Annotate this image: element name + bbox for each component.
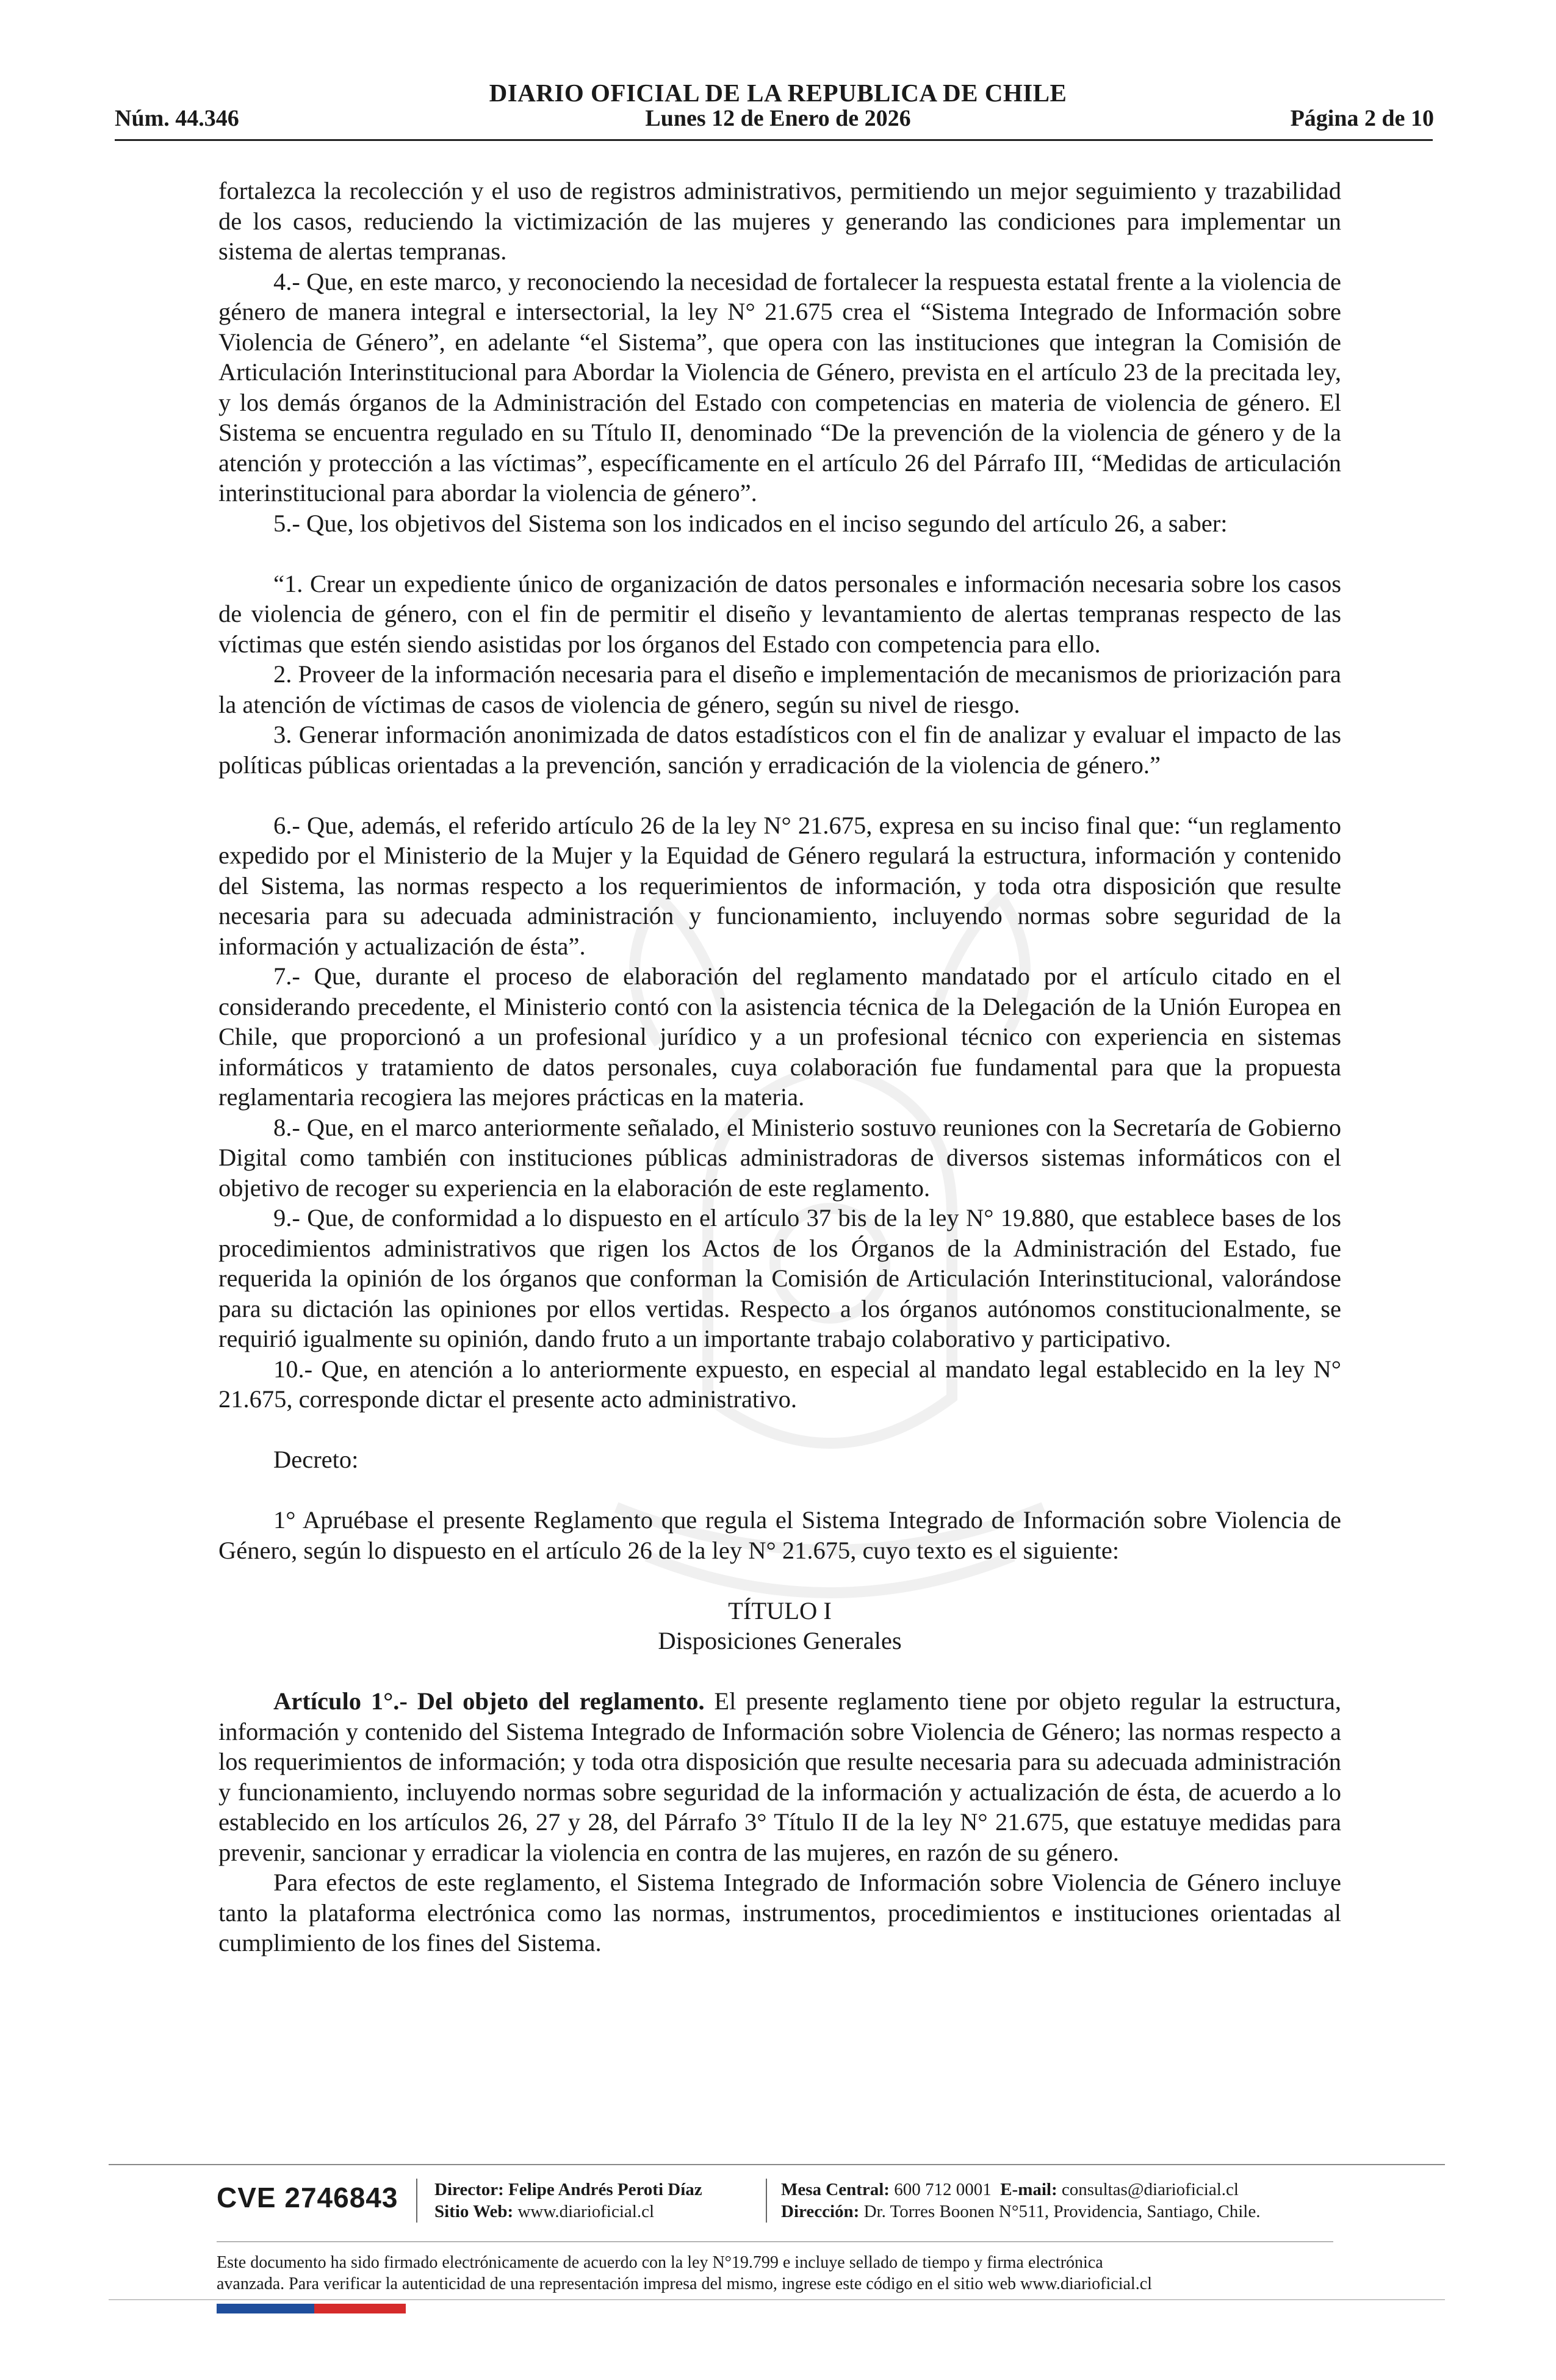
footer-director-block [434,2179,702,2223]
mesa-label: Mesa Central: [781,2180,890,2199]
cve-code: CVE 2746843 [217,2182,398,2213]
article-1 [218,1686,1341,1867]
page-indicator: Página 2 de 10 [1290,106,1434,131]
article-1-text: El presente reglamento tiene por objeto regular la estructura, información y contenido del Sistema Integrado de Información sobre Violencia de Género; las normas respecto a los requerimientos de información; y toda otra disposición que resulte necesaria para su adecuada administración y funcionamiento, incluyendo normas sobre seguridad de la información y actualización de ésta, de acuerdo a lo establecido en los artículos 26, 27 y 28, del Párrafo 3° Título II de la ley N° 21.675, que estatuye medidas para prevenir, sancionar y erradicar la violencia en contra de las mujeres, en razón de su género. [218,1687,1341,1866]
email-label: E-mail: [1000,2180,1057,2199]
mesa-phone: 600 712 0001 [894,2180,992,2199]
footer-separator [416,2179,417,2223]
header-divider [115,139,1433,141]
considerando-6: 6.- Que, además, el referido artículo 26 de la ley N° 21.675, expresa en su inciso final que: “un reglamento expedido por el Ministerio de la Mujer y la Equidad de Género regulará la estructura, información y contenido del Sistema, las normas respecto a los requerimientos de información, y toda otra disposición que resulte necesaria para su adecuada administración y funcionamiento, incluyendo normas sobre seguridad de la información y actualización de ésta”. [218,811,1341,960]
article-1-heading: Artículo 1°.- Del objeto del reglamento. [273,1687,705,1715]
article-1-paragraph-2: Para efectos de este reglamento, el Sistema Integrado de Información sobre Violencia de Género incluye tanto la plataforma electrónica como las normas, instrumentos, procedimientos e instituciones orientadas al cumplimiento de los fines del Sistema. [218,1869,1341,1956]
director-value: Felipe Andrés Peroti Díaz [508,2180,702,2199]
address-label: Dirección: [781,2202,860,2221]
footer-divider [217,2241,1333,2242]
legal-line-2: avanzada. Para verificar la autenticidad de una representación impresa del mismo, ingrese este código en el sitio web www.diarioficial.cl [217,2274,1152,2293]
email-link[interactable]: consultas@diarioficial.cl [1061,2180,1239,2199]
titulo-heading: TÍTULO I [728,1596,832,1625]
quote-item-2: 2. Proveer de la información necesaria para el diseño e implementación de mecanismos de priorización para la atención de víctimas de casos de violencia de género, según su nivel de riesgo. [218,660,1341,718]
footer-divider [109,2299,1445,2300]
document-body [218,176,1341,1958]
considerando-7: 7.- Que, durante el proceso de elaboración del reglamento mandatado por el artículo citado en el considerando precedente, el Ministerio contó con la asistencia técnica de la Delegación de la Unión Europea en Chile, que proporcionó a un profesional jurídico y a un profesional técnico con experiencia en sistemas informáticos y tratamiento de datos personales, cuya colaboración fue fundamental para que la propuesta reglamentaria recogiera las mejores prácticas en la materia. [218,962,1341,1111]
decreto-heading: Decreto: [273,1446,359,1473]
flag-stripe-red [314,2304,406,2313]
issue-number: Núm. 44.346 [115,106,239,131]
legal-notice [217,2252,1376,2295]
considerando-9: 9.- Que, de conformidad a lo dispuesto en el artículo 37 bis de la ley N° 19.880, que establece bases de los procedimientos administrativos que rigen los Actos de los Órganos de la Administración del Estado, fue requerida la opinión de los órganos que conforman la Comisión de Articulación Interinstitucional, valorándose para su dictación las opiniones por ellos vertidas. Respecto a los órganos autónomos constitucionalmente, se requirió igualmente su opinión, dando fruto a un importante trabajo colaborativo y participativo. [218,1204,1341,1352]
considerando-5: 5.- Que, los objetivos del Sistema son los indicados en el inciso segundo del artículo 26, a saber: [273,509,1228,537]
director-label: Director: [434,2180,504,2199]
paragraph-continuation: fortalezca la recolección y el uso de registros administrativos, permitiendo un mejor seguimiento y trazabilidad de los casos, reduciendo la victimización de las mujeres y generando las condiciones para implementar un sistema de alertas tempranas. [218,177,1341,265]
address-value: Dr. Torres Boonen N°511, Providencia, Santiago, Chile. [863,2202,1261,2221]
website-link[interactable]: www.diarioficial.cl [517,2202,655,2221]
titulo-subheading: Disposiciones Generales [658,1627,902,1654]
decreto-item-1: 1° Apruébase el presente Reglamento que regula el Sistema Integrado de Información sobre Violencia de Género, según lo dispuesto en el artículo 26 de la ley N° 21.675, cuyo texto es el siguiente: [218,1506,1341,1564]
quote-item-3: 3. Generar información anonimizada de datos estadísticos con el fin de analizar y evaluar el impacto de las políticas públicas orientadas a la prevención, sanción y erradicación de la violencia de género.” [218,721,1341,779]
publication-title: DIARIO OFICIAL DE LA REPUBLICA DE CHILE [489,79,1067,107]
considerando-8: 8.- Que, en el marco anteriormente señalado, el Ministerio sostuvo reuniones con la Secretaría de Gobierno Digital como también con instituciones públicas administradoras de diversos sistemas informáticos con el objetivo de recoger su experiencia en la elaboración de este reglamento. [218,1113,1341,1202]
flag-stripe-blue [217,2304,314,2313]
issue-date: Lunes 12 de Enero de 2026 [645,106,911,131]
footer-separator [766,2179,767,2223]
website-label: Sitio Web: [434,2202,514,2221]
considerando-4: 4.- Que, en este marco, y reconociendo la necesidad de fortalecer la respuesta estatal frente a la violencia de género de manera integral e intersectorial, la ley N° 21.675 crea el “Sistema Integrado de Información sobre Violencia de Género”, en adelante “el Sistema”, que opera con las instituciones que integran la Comisión de Articulación Interinstitucional para Abordar la Violencia de Género, prevista en el artículo 23 de la precitada ley, y los demás órganos de la Administración del Estado con competencias en materia de violencia de género. El Sistema se encuentra regulado en su Título II, denominado “De la prevención de la violencia de género y de la atención y protección a las víctimas”, específicamente en el artículo 26 del Párrafo III, “Medidas de articulación interinstitucional para abordar la violencia de género”. [218,267,1341,507]
footer-divider [109,2164,1445,2165]
quote-item-1: “1. Crear un expediente único de organización de datos personales e información necesaria sobre los casos de violencia de género, con el fin de permitir el diseño y levantamiento de alertas tempranas respecto de las víctimas que estén siendo asistidas por los órganos del Estado con competencia para ello. [218,569,1341,658]
legal-line-1: Este documento ha sido firmado electrónicamente de acuerdo con la ley N°19.799 e incluye sellado de tiempo y firma electrónica [217,2253,1103,2272]
considerando-10: 10.- Que, en atención a lo anteriormente expuesto, en especial al mandato legal establecido en la ley N° 21.675, corresponde dictar el presente acto administrativo. [218,1355,1341,1413]
footer-contact-block [781,2179,1260,2223]
